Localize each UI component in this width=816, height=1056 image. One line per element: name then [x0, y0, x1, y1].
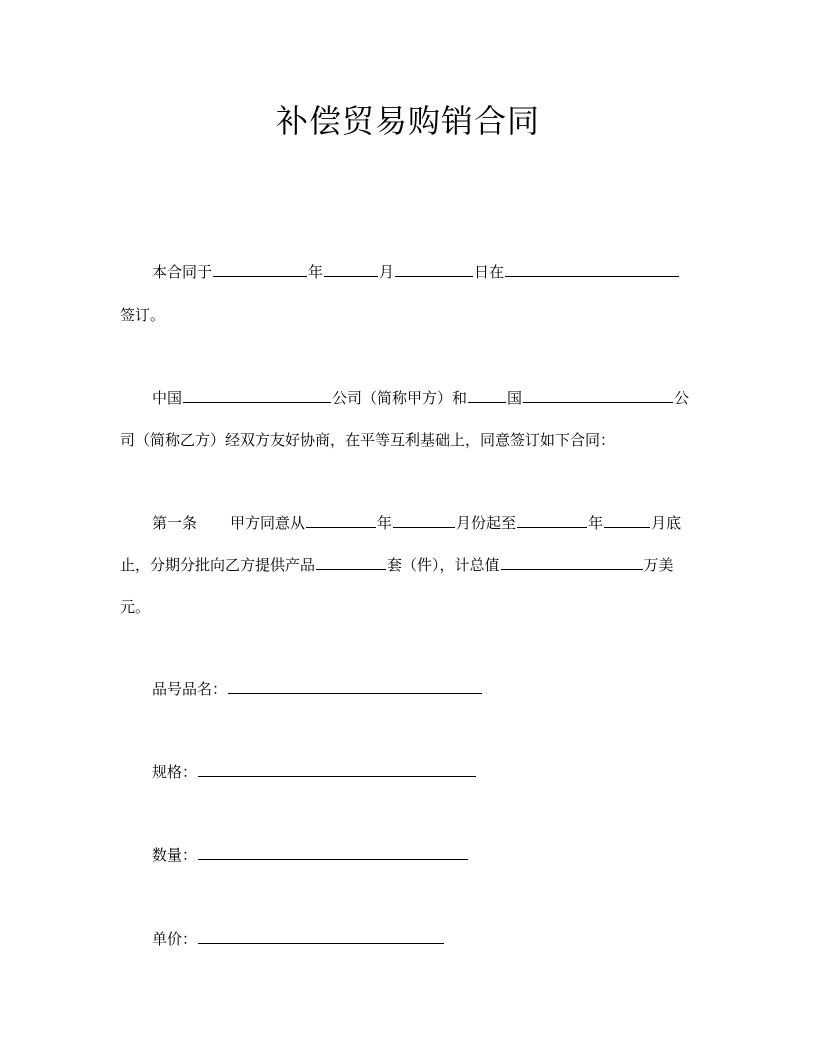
spec-field: [152, 762, 477, 782]
blank-line[interactable]: [505, 262, 679, 277]
blank-line[interactable]: [324, 262, 378, 277]
para1-line1: [152, 262, 680, 282]
article1-line2: [120, 555, 674, 575]
article1-text: 止，分期分批向乙方提供产品: [120, 556, 316, 574]
blank-line[interactable]: [393, 513, 455, 528]
product-name-field: [152, 679, 483, 699]
blank-line[interactable]: [501, 555, 643, 570]
blank-line[interactable]: [306, 513, 376, 528]
article-label: 第一条: [152, 514, 198, 532]
article1-line1: [152, 513, 681, 533]
article1-text: 年: [377, 514, 393, 532]
article1-text: 甲方同意从: [230, 514, 306, 532]
unit-price-blank[interactable]: [198, 929, 444, 944]
para1-text: 年: [308, 263, 324, 281]
article1-text: 月底: [651, 514, 682, 532]
blank-line[interactable]: [604, 513, 650, 528]
unit-price-field: [152, 929, 445, 949]
para2-line1: [152, 388, 689, 408]
spec-blank[interactable]: [198, 762, 476, 777]
document-title: 补偿贸易购销合同: [275, 102, 540, 140]
para2-text: 公: [674, 389, 690, 407]
field-label: 数量：: [152, 846, 198, 864]
blank-line[interactable]: [395, 262, 473, 277]
product-name-blank[interactable]: [228, 679, 482, 694]
blank-line[interactable]: [183, 388, 331, 403]
quantity-field: [152, 845, 469, 865]
blank-line[interactable]: [468, 388, 506, 403]
article1-text: 套（件），计总值: [387, 556, 500, 574]
para2-text: 国: [507, 389, 523, 407]
field-label: 规格：: [152, 763, 198, 781]
article1-line3: 元。: [120, 598, 151, 616]
para1-line2: 签订。: [120, 306, 166, 324]
para2-text: 中国: [152, 389, 183, 407]
para1-text: 日在: [474, 263, 505, 281]
quantity-blank[interactable]: [198, 845, 468, 860]
para1-text: 本合同于: [152, 263, 213, 281]
blank-line[interactable]: [316, 555, 386, 570]
field-label: 品号品名：: [152, 680, 228, 698]
field-label: 单价：: [152, 930, 198, 948]
article1-text: 年: [588, 514, 604, 532]
blank-line[interactable]: [523, 388, 673, 403]
para1-text: 月: [379, 263, 395, 281]
para2-text: 公司（简称甲方）和: [332, 389, 468, 407]
para2-line2: 司（简称乙方）经双方友好协商，在平等互利基础上，同意签订如下合同：: [120, 431, 616, 449]
article1-text: 月份起至: [456, 514, 517, 532]
blank-line[interactable]: [517, 513, 587, 528]
article1-text: 万美: [643, 556, 674, 574]
blank-line[interactable]: [213, 262, 307, 277]
